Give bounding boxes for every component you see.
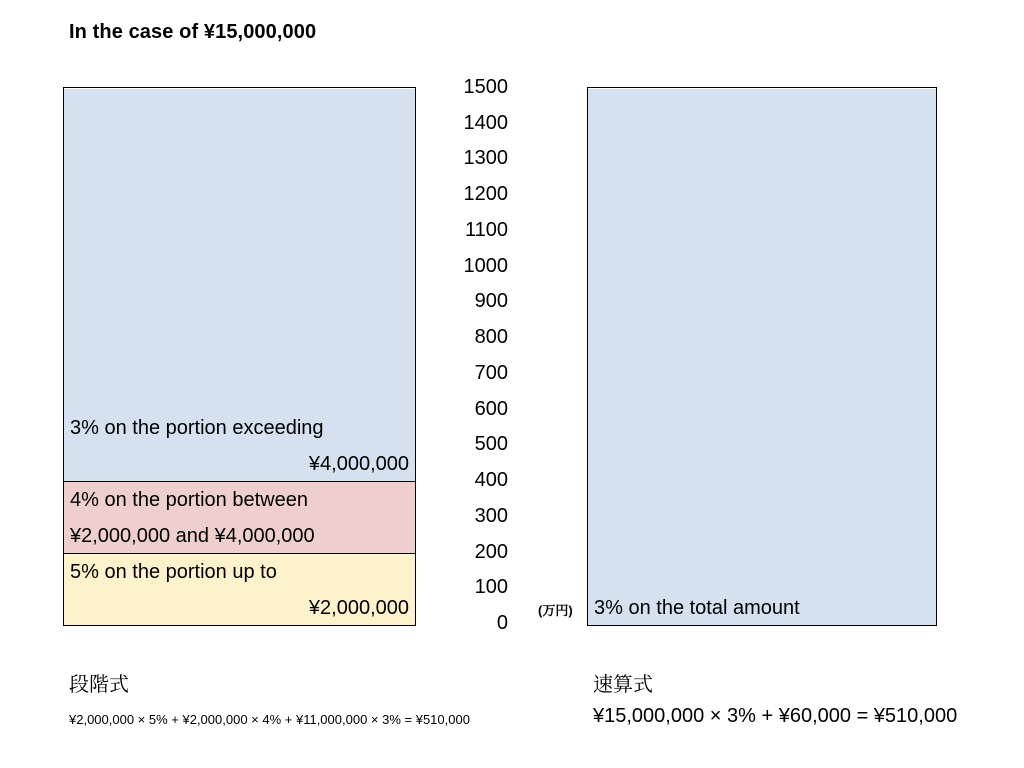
- tiered-stacked-bar: [63, 87, 416, 626]
- y-tick-label: 1100: [464, 218, 508, 241]
- y-tick-label: 100: [474, 576, 508, 599]
- bar-segment: [588, 89, 936, 625]
- y-axis-unit-label: (万円): [538, 603, 573, 618]
- quick-calc-bar: [587, 87, 937, 626]
- bar-segment: [64, 482, 415, 553]
- quick-formula-text: ¥15,000,000 × 3% + ¥60,000 = ¥510,000: [593, 705, 958, 727]
- y-tick-label: 1300: [463, 147, 508, 170]
- y-tick-label: 800: [474, 326, 508, 349]
- y-tick-label: 500: [474, 433, 508, 456]
- chart-title: In the case of ¥15,000,000: [69, 21, 317, 43]
- segment-label: ¥4,000,000: [308, 453, 409, 476]
- y-tick-label: 400: [474, 469, 508, 492]
- segment-label: ¥2,000,000 and ¥4,000,000: [70, 524, 315, 547]
- segment-label: 3% on the total amount: [594, 597, 800, 619]
- y-tick-label: 1200: [463, 183, 508, 206]
- segment-label: 5% on the portion up to: [70, 561, 277, 583]
- y-tick-label: 1000: [463, 254, 508, 277]
- segment-label: 3% on the portion exceeding: [70, 417, 324, 440]
- tiered-formula-text: ¥2,000,000 × 5% + ¥2,000,000 × 4% + ¥11,000,000 × 3% = ¥510,000: [69, 712, 470, 727]
- y-tick-label: 700: [474, 361, 508, 384]
- tiered-formula-heading: 段階式: [69, 672, 129, 696]
- y-tick-label: 300: [474, 504, 508, 527]
- bar-segment: [64, 89, 415, 482]
- y-tick-label: 600: [474, 397, 508, 420]
- y-axis: [440, 70, 520, 640]
- segment-label: ¥2,000,000: [308, 597, 409, 619]
- y-tick-label: 1400: [463, 111, 508, 134]
- y-tick-label: 900: [474, 290, 508, 313]
- quick-formula-heading: 速算式: [593, 672, 653, 696]
- y-tick-label: 1500: [463, 76, 508, 98]
- y-tick-label: 200: [474, 540, 508, 563]
- segment-label: 4% on the portion between: [70, 488, 308, 511]
- y-tick-label: 0: [496, 612, 508, 634]
- bar-segment: [64, 554, 415, 625]
